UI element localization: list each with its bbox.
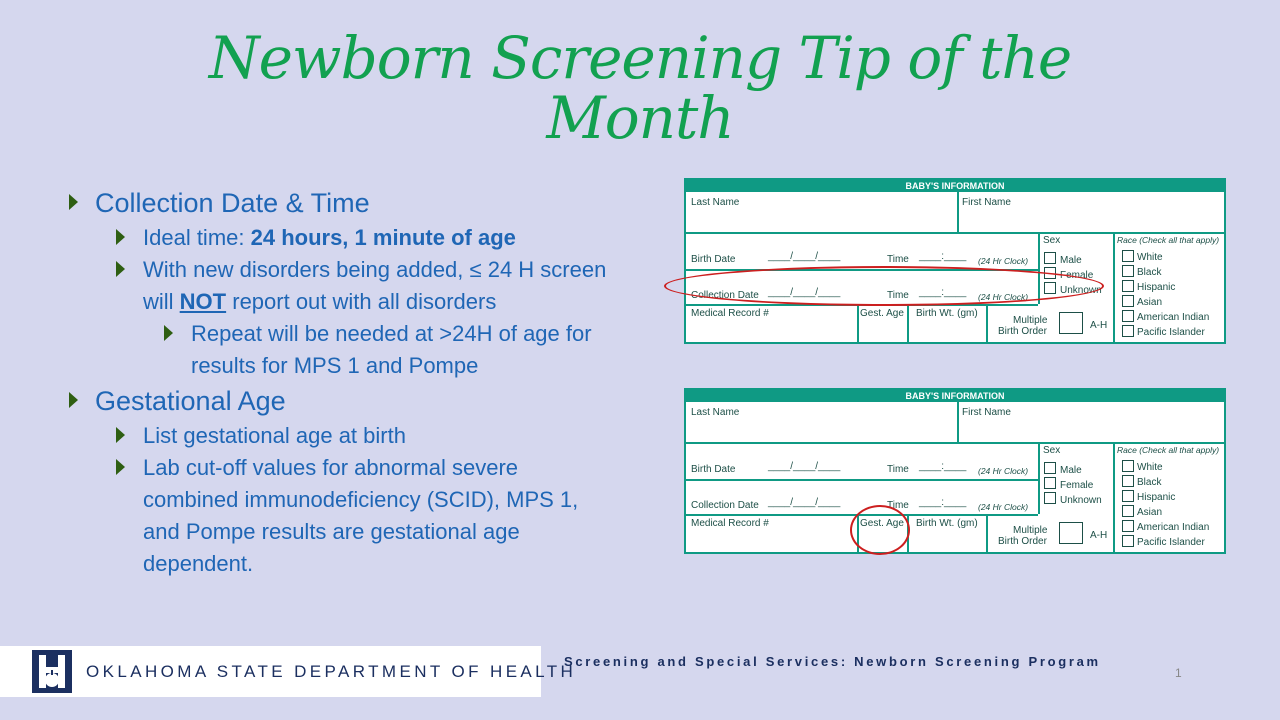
gest-age-label: Gest. Age — [860, 308, 904, 319]
slide-title — [0, 24, 1280, 152]
gest-age-label: Gest. Age — [860, 518, 904, 529]
birth-date-label: Birth Date — [691, 464, 736, 475]
collection-date-label: Collection Date — [691, 290, 759, 301]
bullet-arrow-icon — [69, 194, 78, 210]
last-name-label: Last Name — [691, 407, 740, 418]
gest-age-highlight-ring — [850, 505, 910, 555]
bullet-repeat: Repeat will be needed at >24H of age for results for MPS 1 and Pompe — [66, 318, 666, 382]
bullet-gestational-heading: Gestational Age — [66, 384, 666, 418]
program-name: Screening and Special Services: Newborn Screening Program — [564, 654, 1101, 669]
first-name-label: First Name — [962, 407, 1011, 418]
title-line-1: Newborn Screening Tip of the — [208, 24, 1072, 92]
ideal-time-value: 24 hours, 1 minute of age — [250, 225, 516, 250]
bullet-arrow-icon — [69, 392, 78, 408]
bullet-new-disorders: With new disorders being added, ≤ 24 H screen will NOT report out with all disorders — [66, 254, 666, 318]
collection-date-highlight-ring — [664, 266, 1104, 306]
first-name-label: First Name — [962, 197, 1011, 208]
bullet-cutoff: Lab cut-off values for abnormal severe combined immunodeficiency (SCID), MPS 1, and Pompe results are gestational age dependent. — [66, 452, 666, 580]
last-name-label: Last Name — [691, 197, 740, 208]
title-line-2: Month — [546, 84, 734, 152]
not-emphasis: NOT — [179, 289, 227, 314]
bullet-arrow-icon — [164, 325, 173, 341]
agency-logo-banner — [0, 646, 577, 697]
agency-name: OKLAHOMA STATE DEPARTMENT OF HEALTH — [86, 662, 577, 681]
form-header: BABY'S INFORMATION — [686, 180, 1224, 192]
osdh-logo-icon — [32, 650, 72, 693]
slide-number: 1 — [1175, 666, 1182, 680]
bullet-collection-heading: Collection Date & Time — [66, 186, 666, 220]
bullet-arrow-icon — [116, 229, 125, 245]
bullet-arrow-icon — [116, 427, 125, 443]
collection-date-label: Collection Date — [691, 500, 759, 511]
bullet-list-gest-age: List gestational age at birth — [66, 420, 666, 452]
baby-info-form-1: BABY'S INFORMATION Last Name First Name Birth Date ____/____/____ Time ____:____ (24 Hr Clock) Collection Date ____/____/____ Time ____:____ (24 Hr Clock) Sex Male Female Unknown Race (Check all that apply) White Black Hispanic Asian American Indian Pacific Islander Medical Record # Gest. Age Birth Wt. (gm) Multiple Birth Order A-H — [684, 178, 1226, 344]
baby-info-form-2: BABY'S INFORMATION Last Name First Name Birth Date ____/____/____ Time ____:____ (24 Hr Clock) Collection Date ____/____/____ Time ____:____ (24 Hr Clock) Sex Male Female Unknown Race (Check all that apply) White Black Hispanic Asian American Indian Pacific Islander Medical Record # Gest. Age Birth Wt. (gm) Multiple Birth Order A-H — [684, 388, 1226, 554]
bullet-arrow-icon — [116, 261, 125, 277]
bullet-ideal-time: Ideal time: 24 hours, 1 minute of age — [66, 222, 666, 254]
bullet-arrow-icon — [116, 459, 125, 475]
bullet-list — [66, 186, 666, 580]
birth-date-label: Birth Date — [691, 254, 736, 265]
form-header: BABY'S INFORMATION — [686, 390, 1224, 402]
